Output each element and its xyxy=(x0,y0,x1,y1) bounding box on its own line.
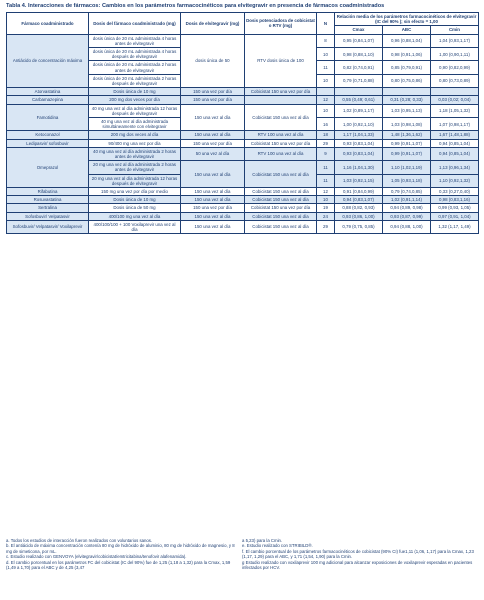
boost-dose-cell: RTV 100 una vez al día xyxy=(245,131,317,139)
abc-cell: 1,48 (1,36,1,62) xyxy=(383,131,431,139)
cmax-cell: 0,95 (0,84,1,07) xyxy=(335,34,383,47)
table-row xyxy=(7,204,479,212)
abc-cell: 0,98 (0,91,1,06) xyxy=(383,48,431,61)
evg-dose-cell: 150 una vez al día xyxy=(181,188,245,196)
drug-interaction-table xyxy=(6,12,479,234)
cmax-cell: 0,93 (0,86, 1,00) xyxy=(335,212,383,220)
drug-name-cell: Rifabutina xyxy=(7,188,89,196)
boost-dose-cell: Cobicistat 150 una vez al día xyxy=(245,212,317,220)
header-n: N xyxy=(317,13,335,35)
cmax-cell: 0,79 (0,71,0,88) xyxy=(335,74,383,87)
drug-name-cell: Sofosbuvir/ Velpatasvir xyxy=(7,212,89,220)
cmin-cell: 1,18 (1,05,1,32) xyxy=(431,104,479,117)
n-cell: 12 xyxy=(317,188,335,196)
drug-name-cell: Atorvastatina xyxy=(7,88,89,96)
n-cell: 12 xyxy=(317,96,335,104)
abc-cell: 0,99 (0,91,1,07) xyxy=(383,139,431,147)
cmin-cell: 0,98 (0,83,1,16) xyxy=(431,196,479,204)
table-row xyxy=(7,139,479,147)
cmax-cell: 0,94 (0,83,1,07) xyxy=(335,196,383,204)
cmax-cell: 0,82 (0,74,0,91) xyxy=(335,61,383,74)
cmin-cell: 1,67 (1,48,1,88) xyxy=(431,131,479,139)
n-cell: 18 xyxy=(317,131,335,139)
boost-dose-cell xyxy=(245,96,317,104)
n-cell: 10 xyxy=(317,196,335,204)
table-row xyxy=(7,104,479,117)
cmax-cell xyxy=(335,88,383,96)
n-cell: 11 xyxy=(317,61,335,74)
header-booster-dose: Dosis potenciadora de cobicistat o RTV (mg) xyxy=(245,13,317,35)
dose-cell: 20 mg una vez al día administrada 2 horas antes de elvitegravir xyxy=(89,161,181,174)
footnote: c. Estudio realizado con GENVOYA (elvitegravir/cobicistat/emtricitabina/tenofovir alafenamida). xyxy=(6,554,187,560)
table-row xyxy=(7,88,479,96)
dose-cell: dosis única de 20 mL administrada 2 horas antes de elvitegravir xyxy=(89,61,181,74)
cmin-cell: 1,04 (0,93,1,17) xyxy=(431,34,479,47)
n-cell: 11 xyxy=(317,174,335,187)
dose-cell: Dosis única de 10 mg xyxy=(89,88,181,96)
drug-name-cell: Sofosbuvir/ Velpatasvir/ Voxilaprevir xyxy=(7,220,89,233)
evg-dose-cell: 150 una vez al día xyxy=(181,131,245,139)
cmax-cell: 0,55 (0,49; 0,61) xyxy=(335,96,383,104)
boost-dose-cell: Cobicistat 150 una vez por día xyxy=(245,88,317,96)
n-cell: 29 xyxy=(317,139,335,147)
n-cell: 11 xyxy=(317,161,335,174)
evg-dose-cell: 150 una vez al día xyxy=(181,220,245,233)
table-row xyxy=(7,196,479,204)
footnote: f. El cambio porcentual de los parámetros farmacocinéticos de cobicistat (90% CI) fue1,11 (1,06, 1,17) para la Cmax, 1,23 (1,17, 1,29) para el ABC, y 1,71 (1,54, 1,90) para la Cmin. xyxy=(242,548,474,560)
header-abc: ABC xyxy=(383,26,431,34)
header-elvitegravir-dose: Dosis de elvitegravir (mg) xyxy=(181,13,245,35)
boost-dose-cell: Cobicistat 150 una vez al día xyxy=(245,161,317,188)
boost-dose-cell: Cobicistat 150 una vez al día xyxy=(245,188,317,196)
evg-dose-cell: 150 una vez por día xyxy=(181,88,245,96)
footnote: d. El cambio porcentual en los parámetros FC del cobicistat (IC del 90%) fue de 1,25 (1,18 a 1,32) para la Cmax, 1,59 (1,49 a 1,70) para el ABC y de 4,25 (3,47 xyxy=(6,559,231,571)
cmin-cell xyxy=(431,88,479,96)
dose-cell: 150 mg una vez por día por medio xyxy=(89,188,181,196)
cmin-cell: 0,94 (0,85,1,04) xyxy=(431,139,479,147)
table-row xyxy=(7,188,479,196)
abc-cell: 0,79 (0,74,0,85) xyxy=(383,188,431,196)
header-mean-ratio: Relación media de los parámetros farmacocinéticos de elvitegravir (IC del 90% ); sin efecto = 1,00 xyxy=(335,13,479,26)
cmin-cell: 0,33 (0,27,0,40) xyxy=(431,188,479,196)
footnote: a 5,23) para la Cmin. xyxy=(242,538,283,543)
n-cell: 9 xyxy=(317,147,335,160)
header-cmin: Cmin xyxy=(431,26,479,34)
cmin-cell: 0,94 (0,85,1,04) xyxy=(431,147,479,160)
table-row xyxy=(7,147,479,160)
evg-dose-cell: 150 una vez al día xyxy=(181,212,245,220)
footnotes-right xyxy=(242,538,478,570)
cmax-cell: 1,02 (0,89,1,17) xyxy=(335,104,383,117)
cmin-cell: 1,32 (1,17, 1,49) xyxy=(431,220,479,233)
header-coadministered-dose: Dosis del fármaco coadministrado (mg) xyxy=(89,13,181,35)
abc-cell: 1,03 (0,95,1,13) xyxy=(383,104,431,117)
dose-cell: 400/100 mg una vez al día xyxy=(89,212,181,220)
cmax-cell: 0,93 (0,83,1,04) xyxy=(335,139,383,147)
abc-cell: 0,80 (0,75,0,86) xyxy=(383,74,431,87)
abc-cell: 0,99 (0,91,1,07) xyxy=(383,147,431,160)
footnotes-left xyxy=(6,538,242,570)
table-row xyxy=(7,34,479,47)
boost-dose-cell: RTV 100 una vez al día xyxy=(245,147,317,160)
cmax-cell: 0,91 (0,84,0,99) xyxy=(335,188,383,196)
n-cell: 24 xyxy=(317,212,335,220)
footnote: g Estudio realizado con voxilaprevir 100 mg adicional para alcanzar exposiciones de voxilaprevir esperadas en pacientes infectados por HCV. xyxy=(242,559,473,571)
boost-dose-cell: Cobicistat 150 una vez al día xyxy=(245,104,317,131)
cmax-cell: 1,03 (0,92,1,15) xyxy=(335,174,383,187)
drug-name-cell: Rosuvastatina xyxy=(7,196,89,204)
evg-dose-cell: 150 una vez al día xyxy=(181,161,245,188)
abc-cell: 0,94 (0,88, 1,00) xyxy=(383,220,431,233)
dose-cell: 90/400 mg una vez por día xyxy=(89,139,181,147)
dose-cell: 40 mg una vez al día administrada simultáneamente con elvitegravir xyxy=(89,118,181,131)
footnote: a. Todos los estudios de interacción fueron realizados con voluntarios sanos. xyxy=(6,538,153,543)
cmax-cell: 0,93 (0,83,1,04) xyxy=(335,147,383,160)
cmin-cell: 0,97 (0,91, 1,04) xyxy=(431,212,479,220)
drug-name-cell: Carbamazepina xyxy=(7,96,89,104)
evg-dose-cell: 150 una vez por día xyxy=(181,96,245,104)
dose-cell: Dosis única de 10 mg xyxy=(89,196,181,204)
cmin-cell: 1,13 (0,96,1,34) xyxy=(431,161,479,174)
dose-cell: 400/100/100 + 100 Voxilaprevir una vez al día xyxy=(89,220,181,233)
evg-dose-cell: 150 una vez al día xyxy=(181,104,245,131)
boost-dose-cell: Cobicistat 150 una vez al día xyxy=(245,196,317,204)
drug-name-cell: Famotidina xyxy=(7,104,89,131)
footnote: e. Estudio realizado con STRIBILD®. xyxy=(242,543,313,549)
cmax-cell: 1,00 (0,92,1,10) xyxy=(335,118,383,131)
cmax-cell: 0,79 (0,75, 0,85) xyxy=(335,220,383,233)
drug-name-cell: Ketoconazol xyxy=(7,131,89,139)
cmax-cell: 0,88 (0,82, 0,93) xyxy=(335,204,383,212)
footnote: b. El antiácido de máxima concentración contenía 80 mg de hidróxido de aluminio, 80 mg de hidróxido de magnesio, y 8 mg de simeticona, por mL. xyxy=(6,543,235,554)
abc-cell: 1,02 (0,91,1,14) xyxy=(383,196,431,204)
header-coadministered-drug: Fármaco coadministrado xyxy=(7,13,89,35)
drug-name-cell: Sertralina xyxy=(7,204,89,212)
evg-dose-cell: dosis única de 50 xyxy=(181,34,245,88)
abc-cell: 1,10 (1,02,1,19) xyxy=(383,161,431,174)
n-cell: 10 xyxy=(317,104,335,117)
cmin-cell: 0,03 (0,02; 0,04) xyxy=(431,96,479,104)
dose-cell: 20 mg una vez al día administrada 12 horas después de elvitegravir xyxy=(89,174,181,187)
drug-name-cell: Omeprazol xyxy=(7,147,89,187)
abc-cell: 0,96 (0,88,1,04) xyxy=(383,34,431,47)
dose-cell: dosis única de 20 mL administrada 4 horas antes de elvitegravir xyxy=(89,34,181,47)
table-row xyxy=(7,220,479,233)
n-cell: 10 xyxy=(317,48,335,61)
drug-name-cell: Ledipasvir/ sofosbuvir xyxy=(7,139,89,147)
table-title: Tabla 4. Interacciones de fármacos: Cambios en los parámetros farmacocinéticos para elvitegravir en presencia de fármacos coadministrados xyxy=(6,3,385,9)
dose-cell: 200 mg dos veces por día xyxy=(89,96,181,104)
boost-dose-cell: Cobicistat 150 una vez al día xyxy=(245,220,317,233)
abc-cell xyxy=(383,88,431,96)
cmax-cell: 0,98 (0,88,1,10) xyxy=(335,48,383,61)
footnotes xyxy=(6,538,478,570)
n-cell: 19 xyxy=(317,204,335,212)
evg-dose-cell: 50 una vez al día xyxy=(181,147,245,160)
evg-dose-cell: 150 una vez por día xyxy=(181,204,245,212)
n-cell: 8 xyxy=(317,34,335,47)
boost-dose-cell: Cobicistat 150 una vez por día xyxy=(245,204,317,212)
dose-cell: dosis única de 20 mL administrada 4 horas después de elvitegravir xyxy=(89,48,181,61)
cmin-cell: 1,07 (0,98,1,17) xyxy=(431,118,479,131)
cmax-cell: 1,16 (1,04,1,30) xyxy=(335,161,383,174)
boost-dose-cell: Cobicistat 150 una vez por día xyxy=(245,139,317,147)
abc-cell: 0,93 (0,87, 0,99) xyxy=(383,212,431,220)
drug-name-cell: Antiácido de concentración máxima xyxy=(7,34,89,88)
abc-cell: 0,85 (0,79,0,91) xyxy=(383,61,431,74)
evg-dose-cell: 150 una vez por día xyxy=(181,139,245,147)
abc-cell: 0,31 (0,28; 0,33) xyxy=(383,96,431,104)
cmax-cell: 1,17 (1,04,1,33) xyxy=(335,131,383,139)
cmin-cell: 0,80 (0,73,0,89) xyxy=(431,74,479,87)
abc-cell: 0,94 (0,89, 0,98) xyxy=(383,204,431,212)
abc-cell: 1,03 (0,98,1,08) xyxy=(383,118,431,131)
dose-cell: dosis única de 20 mL administrada 2 horas después de elvitegravir xyxy=(89,74,181,87)
n-cell xyxy=(317,88,335,96)
cmin-cell: 0,99 (0,93, 1,05) xyxy=(431,204,479,212)
table-row xyxy=(7,212,479,220)
boost-dose-cell: RTV dosis única de 100 xyxy=(245,34,317,88)
n-cell: 16 xyxy=(317,118,335,131)
cmin-cell: 1,10 (0,92,1,32) xyxy=(431,174,479,187)
n-cell: 29 xyxy=(317,220,335,233)
cmin-cell: 1,00 (0,90,1,11) xyxy=(431,48,479,61)
table-row xyxy=(7,96,479,104)
dose-cell: 40 mg una vez al día administrada 12 horas después de elvitegravir xyxy=(89,104,181,117)
dose-cell: 40 mg una vez al día administrada 2 horas antes de elvitegravir xyxy=(89,147,181,160)
table-row xyxy=(7,131,479,139)
abc-cell: 1,05 (0,93,1,18) xyxy=(383,174,431,187)
header-cmax: Cmax xyxy=(335,26,383,34)
n-cell: 10 xyxy=(317,74,335,87)
cmin-cell: 0,90 (0,82,0,99) xyxy=(431,61,479,74)
evg-dose-cell: 150 una vez al día xyxy=(181,196,245,204)
dose-cell: Dosis única de 50 mg xyxy=(89,204,181,212)
dose-cell: 200 mg dos veces al día xyxy=(89,131,181,139)
